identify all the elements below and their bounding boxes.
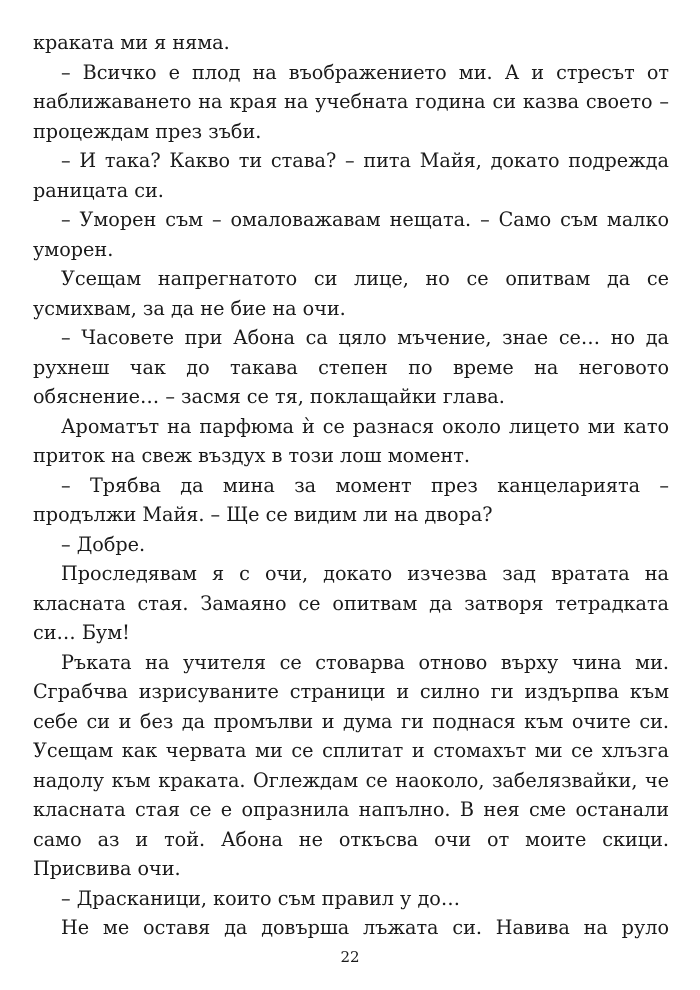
page-number: 22: [340, 948, 360, 966]
paragraph: Усещам напрегнатото си лице, но се опитвам да се усмихвам, за да не бие на очи.: [33, 267, 669, 320]
paragraph: – Уморен съм – омаловажавам нещата. – Само съм малко уморен.: [33, 208, 669, 261]
paragraph: Ароматът на парфюма ѝ се разнася около лицето ми като приток на свеж въздух в този лош момент.: [33, 414, 669, 467]
page-text-body: [33, 28, 669, 943]
paragraph: Не ме оставя да довърша лъжата си. Навива на руло: [61, 916, 669, 939]
paragraph: Ръката на учителя се стоварва отново върху чина ми. Сграбчва изрисуваните страници и силно ги издърпва към себе си и без да промълви и дума ги поднася към очите си. Усещам как червата ми се сплитат и стомахът ми се хлъзга надолу към краката. Оглеждам се наоколо, забелязвайки, че класната стая се е опразнила напълно. В нея сме останали само аз и той. Абона не откъсва очи от моите скици. Присвива очи.: [33, 650, 669, 880]
paragraph: Проследявам я с очи, докато изчезва зад вратата на класната стая. Замаяно се опитвам да затворя тетрадката си… Бум!: [33, 562, 669, 644]
paragraph: – И така? Какво ти става? – пита Майя, докато подрежда раницата си.: [33, 149, 669, 202]
paragraph: – Часовете при Абона са цяло мъчение, знае се… но да рухнеш чак до такава степен по време на неговото обяснение… – засмя се тя, поклащайки глава.: [33, 326, 669, 408]
paragraph: краката ми я няма.: [33, 31, 230, 54]
paragraph: – Трябва да мина за момент през канцеларията – продължи Майя. – Ще се видим ли на двора?: [33, 473, 669, 526]
paragraph: – Драсканици, които съм правил у до…: [61, 886, 461, 910]
paragraph: – Добре.: [61, 532, 146, 556]
paragraph: – Всичко е плод на въображението ми. А и стресът от наближаването на края на учебната година си казва своето – процеждам през зъби.: [33, 60, 669, 143]
